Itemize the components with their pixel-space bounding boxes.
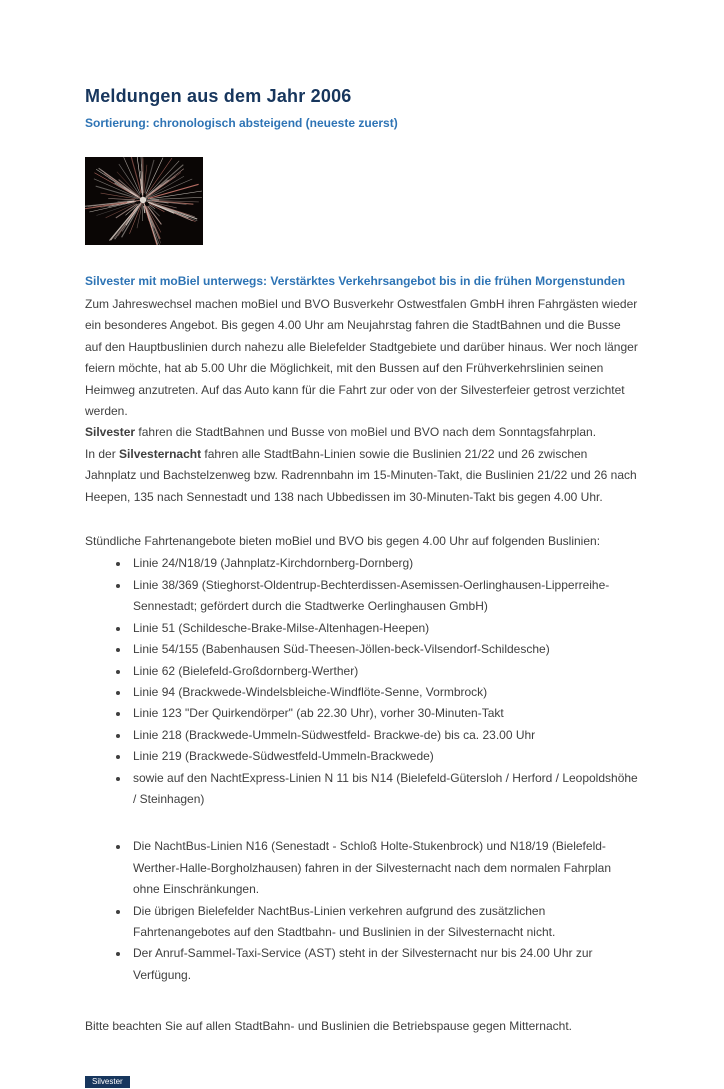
silvester-tag: Silvester — [85, 1076, 130, 1088]
silvester-rest-text: fahren die StadtBahnen und Busse von moBiel und BVO nach dem Sonntagsfahrplan. — [135, 425, 596, 439]
nacht-rest-text: fahren alle StadtBahn-Linien sowie die Buslinien 21/22 und 26 zwischen Jahnplatz und Bachstelzenweg bzw. Radrennbahn im 15-Minuten-Takt, die Buslinien 21/22 und 26 nach Heepen, 135 nach Sennestadt und 138 nach Ubbedissen im 30-Minuten-Takt bis gegen 4.00 Uhr. — [85, 447, 637, 504]
nacht-pre-text: In der — [85, 447, 119, 461]
bus-line-item: • Linie 94 (Brackwede-Windelsbleiche-Windflöte-Senne, Vormbrock) — [130, 682, 639, 703]
bus-line-item: • Linie 62 (Bielefeld-Großdornberg-Werther) — [130, 661, 639, 682]
night-bus-note-item: • Der Anruf-Sammel-Taxi-Service (AST) steht in der Silvesternacht nur bis 24.00 Uhr zur Verfügung. — [130, 943, 639, 986]
silvester-bold-text: Silvester — [85, 425, 135, 439]
bus-line-item: • Linie 24/N18/19 (Jahnplatz-Kirchdornberg-Dornberg) — [130, 553, 639, 574]
closing-note: Bitte beachten Sie auf allen StadtBahn- und Buslinien die Betriebspause gegen Mitternacht. — [85, 1016, 639, 1037]
night-bus-note-item: • Die NachtBus-Linien N16 (Senestadt - Schloß Holte-Stukenbrock) und N18/19 (Bielefeld-Werther-Halle-Borgholzhausen) fahren in der Silvesternacht nach dem normalen Fahrplan ohne Einschränkungen. — [130, 836, 639, 900]
bus-line-item: • sowie auf den NachtExpress-Linien N 11 bis N14 (Bielefeld-Gütersloh / Herford / Leopoldshöhe / Steinhagen) — [130, 768, 639, 811]
bus-lines-list — [85, 553, 639, 810]
sort-order-note: Sortierung: chronologisch absteigend (neueste zuerst) — [85, 116, 639, 130]
fireworks-image — [85, 157, 203, 245]
intro-paragraph-text: Zum Jahreswechsel machen moBiel und BVO Busverkehr Ostwestfalen GmbH ihren Fahrgästen wieder ein besonderes Angebot. Bis gegen 4.00 Uhr am Neujahrstag fahren die StadtBahnen und die Busse auf den Hauptbuslinien durch nahezu alle Bielefelder Stadtgebiete und darüber hinaus. Wer noch länger feiern möchte, hat ab 5.00 Uhr die Möglichkeit, mit den Bussen auf den Frühverkehrslinien seinen Heimweg anzutreten. Auf das Auto kann für die Fahrt zur oder von der Silvesterfeier getrost verzichtet werden. — [85, 297, 638, 418]
bus-line-item: • Linie 54/155 (Babenhausen Süd-Theesen-Jöllen-beck-Vilsendorf-Schildesche) — [130, 639, 639, 660]
silvesternacht-bold-text: Silvesternacht — [119, 447, 201, 461]
bus-line-item: • Linie 218 (Brackwede-Ummeln-Südwestfeld- Brackwe-de) bis ca. 23.00 Uhr — [130, 725, 639, 746]
silvester-paragraph — [85, 422, 639, 443]
article-heading: Silvester mit moBiel unterwegs: Verstärktes Verkehrsangebot bis in die frühen Morgenstunden — [85, 273, 639, 289]
silvesternacht-paragraph — [85, 444, 639, 508]
bus-line-item: • Linie 123 "Der Quirkendörper" (ab 22.30 Uhr), vorher 30-Minuten-Takt — [130, 703, 639, 724]
bus-line-item: • Linie 219 (Brackwede-Südwestfeld-Ummeln-Brackwede) — [130, 746, 639, 767]
intro-paragraph — [85, 294, 639, 422]
night-bus-note-item: • Die übrigen Bielefelder NachtBus-Linien verkehren aufgrund des zusätzlichen Fahrtenangebotes auf den Stadtbahn- und Buslinien in der Silvesternacht nicht. — [130, 901, 639, 944]
bus-line-item: • Linie 51 (Schildesche-Brake-Milse-Altenhagen-Heepen) — [130, 618, 639, 639]
night-bus-notes-list — [85, 836, 639, 986]
bus-line-item: • Linie 38/369 (Stieghorst-Oldentrup-Bechterdissen-Asemissen-Oerlinghausen-Lipperreihe-Sennestadt; gefördert durch die Stadtwerke Oerlinghausen GmbH) — [130, 575, 639, 618]
bus-lines-intro: Stündliche Fahrtenangebote bieten moBiel und BVO bis gegen 4.00 Uhr auf folgenden Buslinien: — [85, 531, 639, 552]
page-title: Meldungen aus dem Jahr 2006 — [85, 86, 639, 107]
